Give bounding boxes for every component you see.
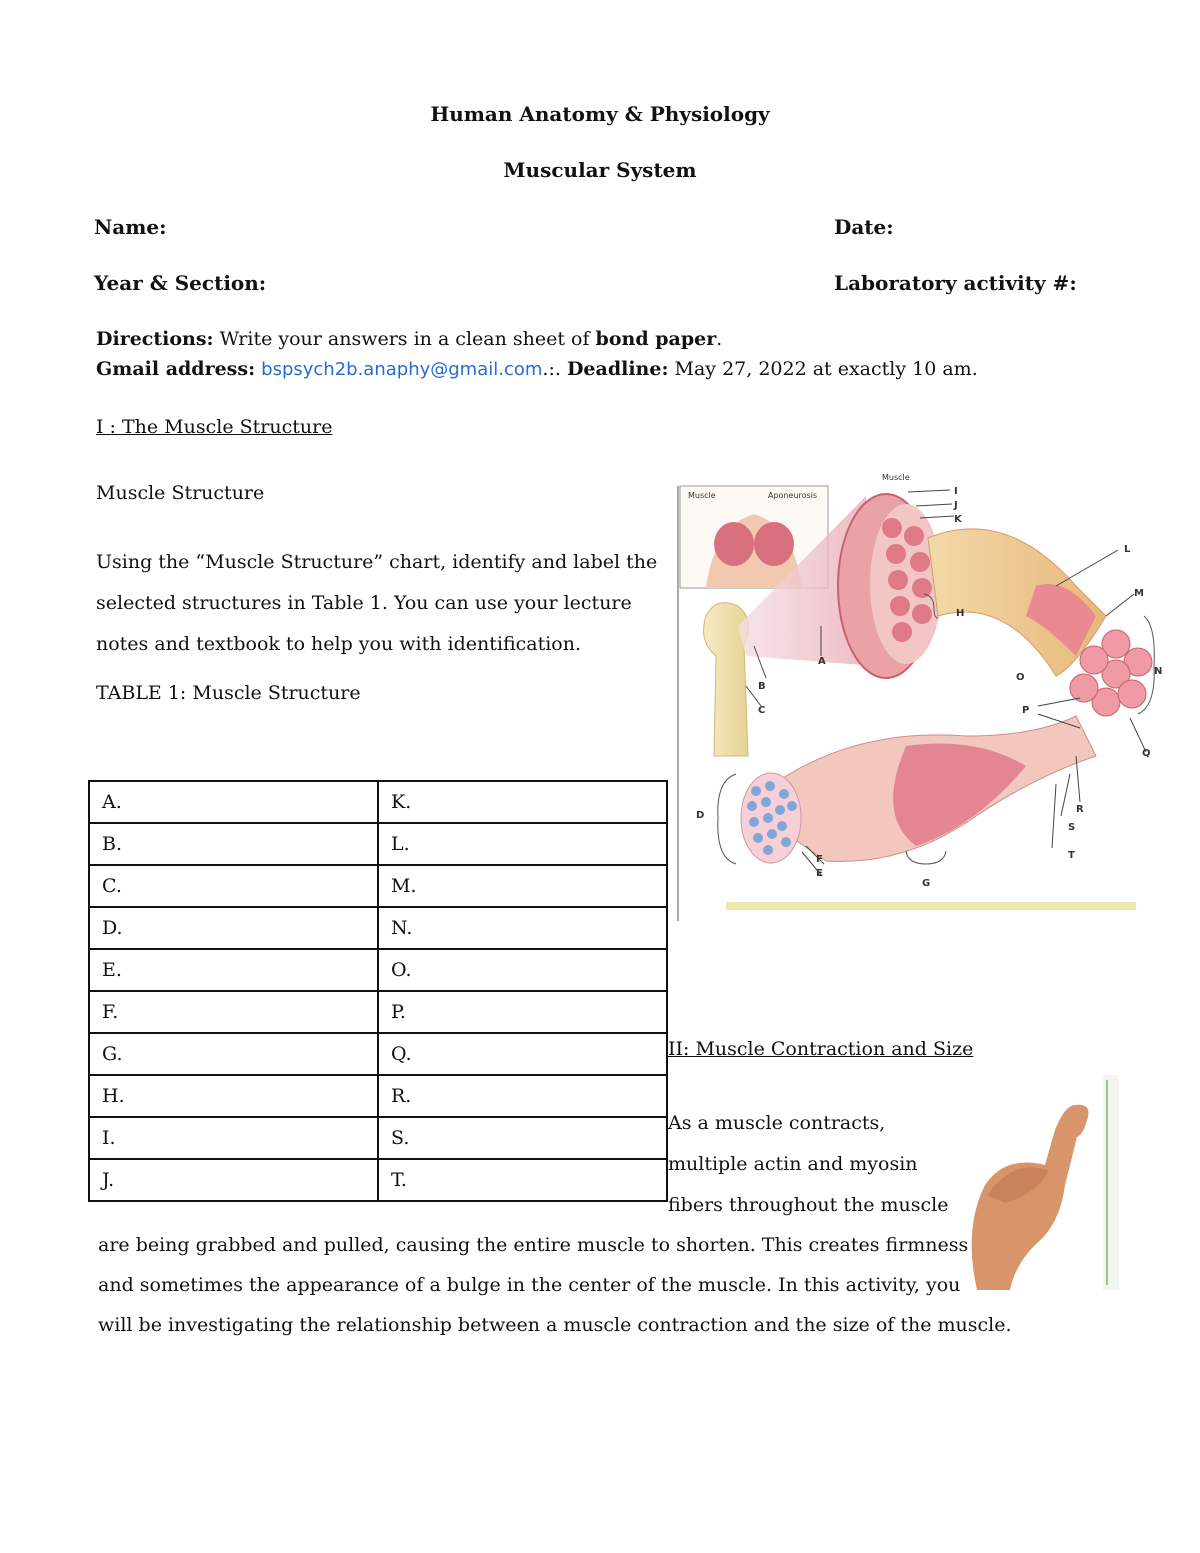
directions-text: Write your answers in a clean sheet of [219,328,590,350]
answer-cell-left[interactable]: I. [89,1117,378,1159]
table-row [89,1117,667,1159]
table-caption: TABLE 1: Muscle Structure [96,682,361,704]
paragraph-line: fibers throughout the muscle [668,1194,949,1216]
table-row [89,949,667,991]
separator: .:. [542,358,561,380]
label-p: P [1022,705,1030,716]
watermark-strip [726,902,1136,910]
section2-wide-text [98,1225,1012,1345]
paragraph-line: and sometimes the appearance of a bulge in the center of the muscle. In this activity, you [98,1274,961,1296]
bracket-g [906,851,946,864]
deadline-text: May 27, 2022 at exactly 10 am. [674,358,978,380]
paragraph-line: will be investigating the relationship between a muscle contraction and the size of the muscle. [98,1314,1012,1336]
answer-cell-left[interactable]: C. [89,865,378,907]
section1-heading: I : The Muscle Structure [96,416,333,438]
directions-label: Directions: [96,328,214,350]
topic-title: Muscular System [503,158,697,182]
name-field-label: Name: [94,215,167,239]
answer-cell-left[interactable]: J. [89,1159,378,1201]
instruction-line: Using the “Muscle Structure” chart, identify and label the [96,551,658,573]
label-r: R [1076,804,1084,815]
answer-cell-right[interactable]: T. [378,1159,667,1201]
section2-heading: II: Muscle Contraction and Size [668,1038,974,1060]
answer-cell-left[interactable]: H. [89,1075,378,1117]
paragraph-line: multiple actin and myosin [668,1153,918,1175]
label-i: I [954,486,958,497]
label-t: T [1068,850,1075,861]
label-n: N [1154,666,1163,677]
inset-label-aponeurosis: Aponeurosis [768,491,818,500]
label-o: O [1016,672,1025,683]
answer-cell-left[interactable]: F. [89,991,378,1033]
answer-cell-left[interactable]: B. [89,823,378,865]
table-row [89,1075,667,1117]
answer-cell-right[interactable]: N. [378,907,667,949]
section2-narrow-text [668,1103,948,1226]
label-d: D [696,810,705,821]
answer-cell-right[interactable]: M. [378,865,667,907]
section1-instructions [96,542,657,665]
email-link[interactable]: bspsych2b.anaphy@gmail.com [261,359,543,380]
label-a: A [818,656,826,667]
label-e: E [816,868,823,879]
muscle-structure-diagram [676,466,1163,926]
submission-line [96,358,978,380]
bracket-d [718,774,736,864]
answer-cell-left[interactable]: D. [89,907,378,949]
label-b: B [758,681,766,692]
label-j: J [954,500,958,511]
muscle-structure-figure [676,466,1163,926]
deadline-label: Deadline: [566,358,669,380]
label-c: C [758,705,766,716]
section1-subheading: Muscle Structure [96,482,265,504]
course-title: Human Anatomy & Physiology [430,102,770,126]
arm-shape [972,1105,1089,1290]
label-f: F [816,854,823,865]
table-row [89,991,667,1033]
label-s: S [1068,822,1076,833]
label-h: H [956,608,965,619]
directions-bold-text: bond paper [595,328,717,350]
label-k: K [954,514,962,525]
date-field-label: Date: [834,215,894,239]
label-m: M [1134,588,1144,599]
answer-cell-left[interactable]: E. [89,949,378,991]
paragraph-line: As a muscle contracts, [668,1112,886,1134]
gmail-label: Gmail address: [96,358,256,380]
label-l: L [1124,544,1131,555]
table-row [89,907,667,949]
answer-cell-right[interactable]: Q. [378,1033,667,1075]
instruction-line: selected structures in Table 1. You can use your lecture [96,592,632,614]
answer-table [88,780,668,1202]
table-row [89,1033,667,1075]
flexed-arm-icon [965,1075,1125,1290]
flexed-arm-image [965,1075,1125,1290]
lab-activity-field-label: Laboratory activity #: [834,271,1077,295]
answer-cell-right[interactable]: K. [378,781,667,823]
pectoral-right [754,522,794,566]
label-q: Q [1142,748,1151,759]
table-row [89,1159,667,1201]
answer-cell-left[interactable]: G. [89,1033,378,1075]
answer-cell-right[interactable]: P. [378,991,667,1033]
table-row [89,865,667,907]
instruction-line: notes and textbook to help you with identification. [96,633,582,655]
arm-image-edge [1103,1075,1119,1290]
pectoral-left [714,522,754,566]
directions-line [96,328,722,350]
inset-label-muscle: Muscle [688,491,716,500]
year-section-field-label: Year & Section: [94,271,267,295]
answer-cell-left[interactable]: A. [89,781,378,823]
directions-period: . [716,328,723,350]
table-row [89,823,667,865]
paragraph-line: are being grabbed and pulled, causing the entire muscle to shorten. This creates firmness [98,1234,969,1256]
muscle-label: Muscle [882,473,910,482]
answer-cell-right[interactable]: O. [378,949,667,991]
answer-cell-right[interactable]: S. [378,1117,667,1159]
answer-cell-right[interactable]: L. [378,823,667,865]
answer-cell-right[interactable]: R. [378,1075,667,1117]
label-g: G [922,878,931,889]
table-row [89,781,667,823]
